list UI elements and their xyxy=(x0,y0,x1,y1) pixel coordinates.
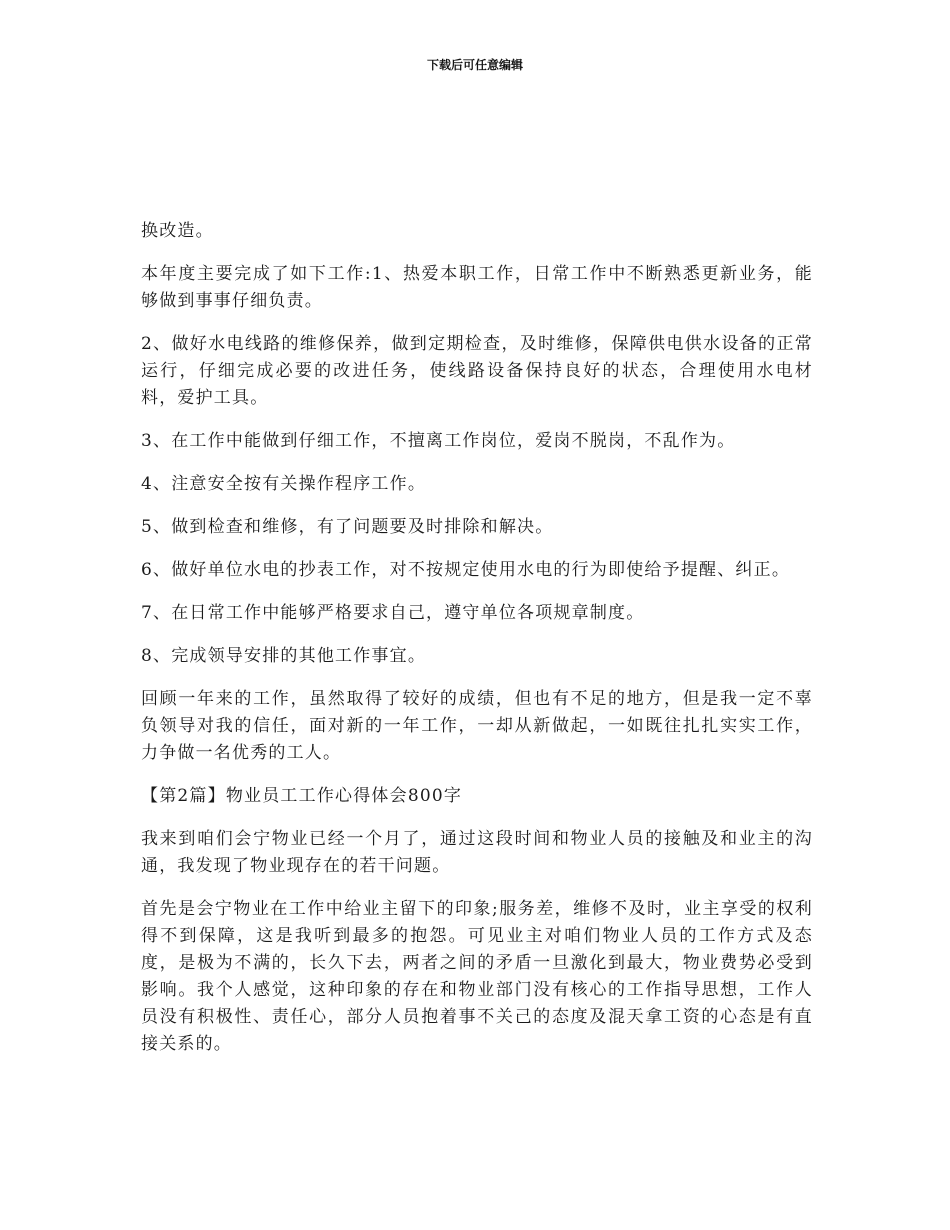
paragraph-intro: 我来到咱们会宁物业已经一个月了，通过这段时间和物业人员的接触及和业主的沟通，我发现了物业现存在的若干问题。 xyxy=(141,829,813,876)
section-heading: 【第2篇】物业员工工作心得体会800字 xyxy=(141,786,463,806)
paragraph-issues: 首先是会宁物业在工作中给业主留下的印象;服务差，维修不及时，业主享受的权利得不到保障，这是我听到最多的抱怨。可见业主对咱们物业人员的工作方式及态度，是极为不满的，长久下去，两者之间的矛盾一旦激化到最大，物业费势必受到影响。我个人感觉，这种印象的存在和物业部门没有核心的工作指导思想，工作人员没有积极性、责任心，部分人员抱着事不关己的态度及混天拿工资的心态是有直接关系的。 xyxy=(141,899,813,1054)
paragraph-item-7: 7、在日常工作中能够严格要求自己，遵守单位各项规章制度。 xyxy=(141,603,645,623)
paragraph-continuation: 换改造。 xyxy=(141,221,214,241)
paragraph-item-5: 5、做到检查和维修，有了问题要及时排除和解决。 xyxy=(141,517,554,537)
paragraph-review: 回顾一年来的工作，虽然取得了较好的成绩，但也有不足的地方，但是我一定不辜负领导对我的信任，面对新的一年工作，一却从新做起，一如既往扎扎实实工作，力争做一名优秀的工人。 xyxy=(141,689,813,763)
paragraph-item-3: 3、在工作中能做到仔细工作，不擅离工作岗位，爱岗不脱岗，不乱作为。 xyxy=(141,431,736,451)
paragraph-item-4: 4、注意安全按有关操作程序工作。 xyxy=(141,474,427,494)
paragraph-item-8: 8、完成领导安排的其他工作事宜。 xyxy=(141,646,427,666)
paragraph-item-6: 6、做好单位水电的抄表工作，对不按规定使用水电的行为即使给予提醒、纠正。 xyxy=(141,560,791,580)
page-header: 下载后可任意编辑 xyxy=(426,58,523,72)
document-body xyxy=(141,218,813,1074)
paragraph-item-2: 2、做好水电线路的维修保养，做到定期检查，及时维修，保障供电供水设备的正常运行，仔细完成必要的改进任务，使线路设备保持良好的状态，合理使用水电材料，爱护工具。 xyxy=(141,334,813,408)
paragraph-summary-item-1: 本年度主要完成了如下工作:1、热爱本职工作，日常工作中不断熟悉更新业务，能够做到事事仔细负责。 xyxy=(141,264,813,311)
